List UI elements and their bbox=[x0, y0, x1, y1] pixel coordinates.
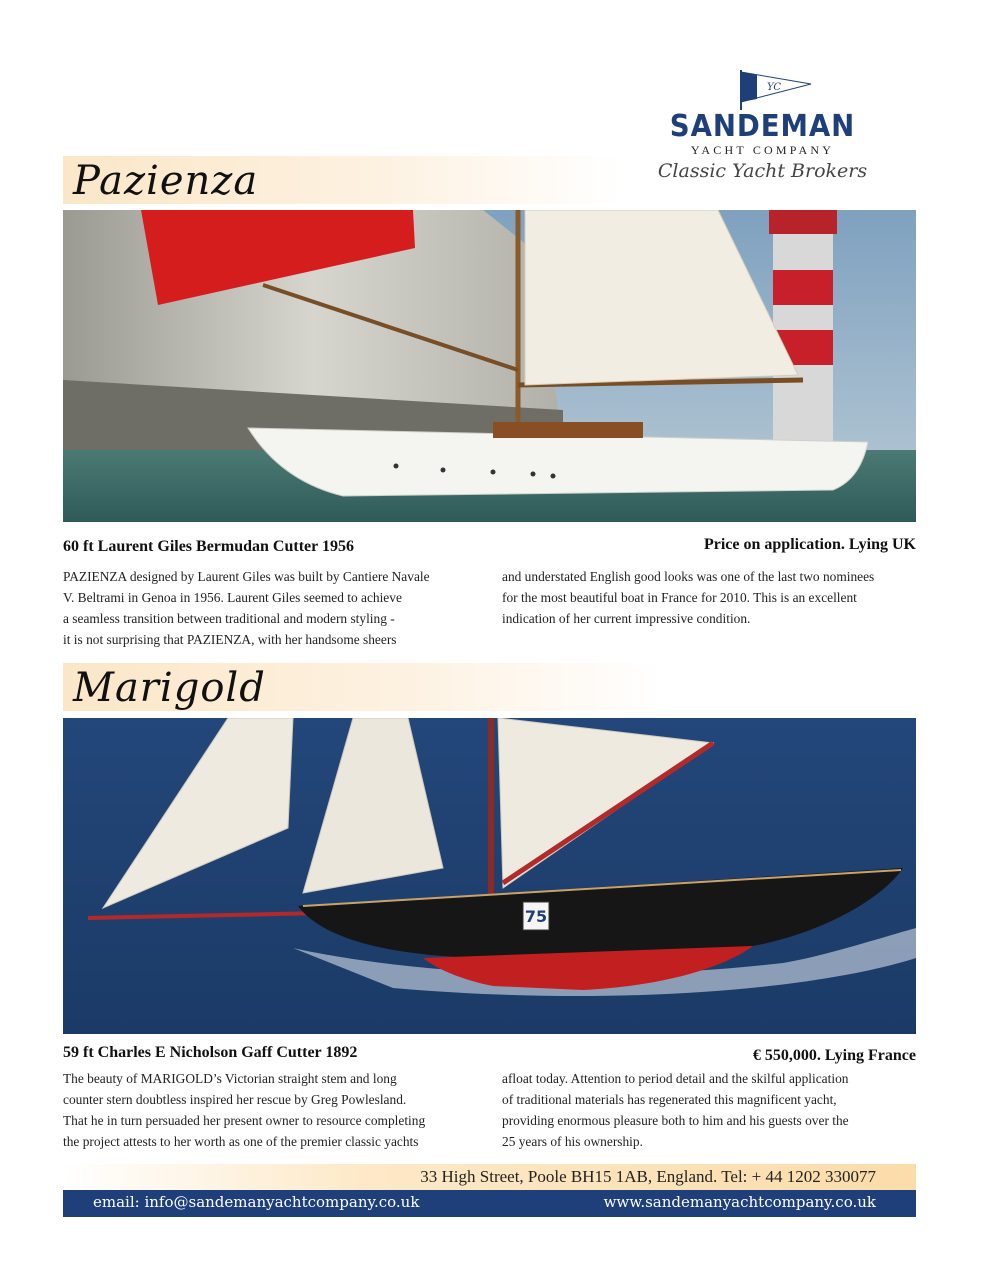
burgee-flag-icon bbox=[737, 68, 817, 112]
marigold-col1-line: The beauty of MARIGOLD’s Victorian straight stem and long bbox=[63, 1071, 397, 1086]
pazienza-col1-line: V. Beltrami in Genoa in 1956. Laurent Giles seemed to achieve bbox=[63, 590, 402, 605]
email-link[interactable]: email: info@sandemanyachtcompany.co.uk bbox=[93, 1193, 420, 1211]
pazienza-price: Price on application. Lying UK bbox=[703, 536, 916, 553]
address-band bbox=[63, 1164, 916, 1191]
marigold-sail-number: 75 bbox=[524, 907, 548, 926]
pazienza-photo bbox=[63, 210, 916, 522]
marigold-col1-line: the project attests to her worth as one of the premier classic yachts bbox=[63, 1134, 419, 1149]
svg-text:YC: YC bbox=[767, 82, 782, 93]
pazienza-description-col1 bbox=[63, 566, 430, 650]
company-address: 33 High Street, Poole BH15 1AB, England. Tel: + 44 1202 330077 bbox=[420, 1167, 876, 1186]
marigold-col1-line: That he in turn persuaded her present owner to resource completing bbox=[63, 1113, 426, 1128]
pazienza-heading: 60 ft Laurent Giles Bermudan Cutter 1956 bbox=[63, 538, 354, 555]
logo-subtitle: YACHT COMPANY bbox=[690, 143, 835, 157]
website-link[interactable]: www.sandemanyachtcompany.co.uk bbox=[603, 1193, 876, 1211]
marigold-heading: 59 ft Charles E Nicholson Gaff Cutter 1892 bbox=[63, 1044, 358, 1061]
pazienza-col2-line: and understated English good looks was one of the last two nominees bbox=[502, 569, 875, 584]
pazienza-col1-line: a seamless transition between traditional and modern styling - bbox=[63, 611, 395, 626]
marigold-col1-line: counter stern doubtless inspired her rescue by Greg Powlesland. bbox=[63, 1092, 407, 1107]
contact-band bbox=[63, 1190, 916, 1217]
marigold-photo bbox=[63, 718, 916, 1034]
pazienza-description-col2 bbox=[502, 566, 874, 629]
marigold-description-col2 bbox=[502, 1068, 849, 1152]
marigold-col2-line: 25 years of his ownership. bbox=[502, 1134, 643, 1149]
marigold-title: Marigold bbox=[73, 665, 266, 711]
pazienza-title: Pazienza bbox=[73, 158, 259, 204]
marigold-description-col1 bbox=[63, 1068, 425, 1152]
marigold-col2-line: of traditional materials has regenerated this magnificent yacht, bbox=[502, 1092, 837, 1107]
pazienza-col2-line: indication of her current impressive condition. bbox=[502, 611, 751, 626]
pazienza-title-band bbox=[63, 156, 623, 204]
marigold-col2-line: afloat today. Attention to period detail and the skilful application bbox=[502, 1071, 849, 1086]
logo-tagline: Classic Yacht Brokers bbox=[657, 160, 868, 182]
marigold-col2-line: providing enormous pleasure both to him and his guests over the bbox=[502, 1113, 849, 1128]
marigold-price: € 550,000. Lying France bbox=[752, 1047, 916, 1064]
company-logo bbox=[655, 66, 870, 188]
marigold-title-band bbox=[63, 663, 663, 711]
logo-brand-name: SANDEMAN bbox=[669, 109, 856, 144]
pazienza-col1-line: PAZIENZA designed by Laurent Giles was built by Cantiere Navale bbox=[63, 569, 430, 584]
pazienza-col2-line: for the most beautiful boat in France for 2010. This is an excellent bbox=[502, 590, 857, 605]
pazienza-col1-line: it is not surprising that PAZIENZA, with her handsome sheers bbox=[63, 632, 397, 647]
